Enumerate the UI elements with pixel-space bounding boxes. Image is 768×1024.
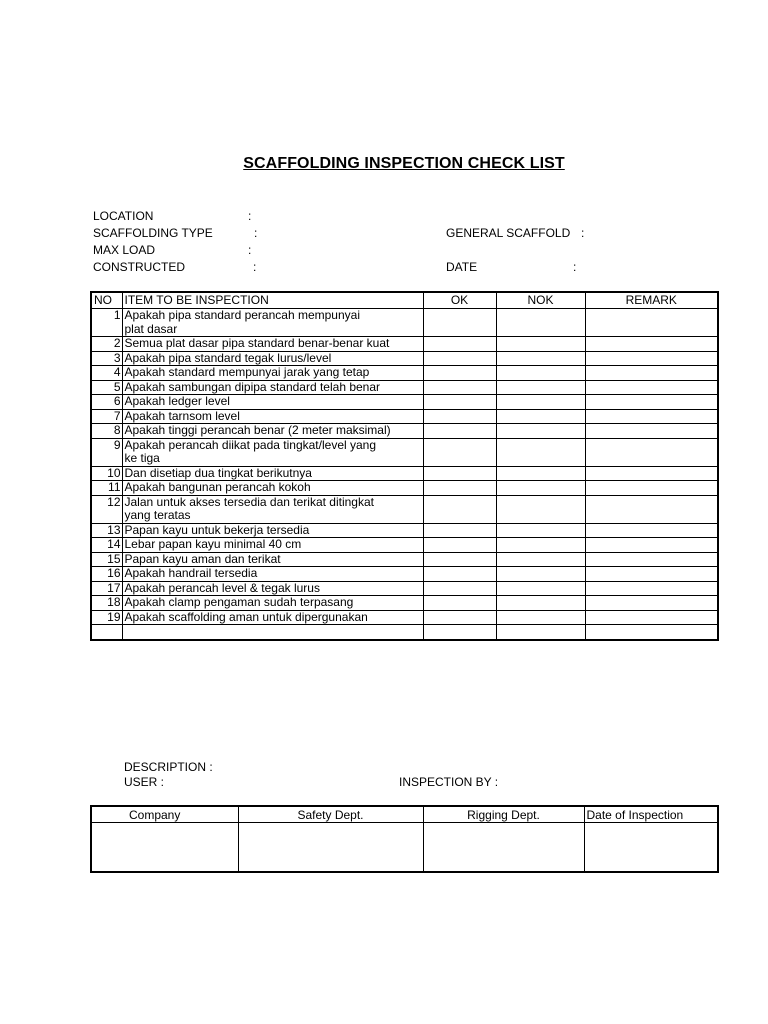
row-remark-cell[interactable] — [585, 625, 718, 640]
row-nok-cell[interactable] — [496, 466, 585, 481]
checklist-row — [91, 596, 718, 611]
checklist-row — [91, 481, 718, 496]
row-number: 3 — [91, 351, 122, 366]
checklist-row — [91, 509, 718, 523]
row-remark-cell[interactable] — [585, 337, 718, 352]
row-ok-cell[interactable] — [423, 309, 496, 323]
row-remark-cell[interactable] — [585, 481, 718, 496]
row-item: Papan kayu untuk bekerja tersedia — [122, 523, 423, 538]
inspection-checklist-table — [90, 291, 719, 641]
row-remark-cell[interactable] — [585, 452, 718, 466]
constructed-colon: : — [253, 260, 257, 274]
row-nok-cell[interactable] — [496, 366, 585, 381]
checklist-row — [91, 466, 718, 481]
row-ok-cell[interactable] — [423, 509, 496, 523]
row-remark-cell[interactable] — [585, 567, 718, 582]
row-ok-cell[interactable] — [423, 610, 496, 625]
row-number: 2 — [91, 337, 122, 352]
row-number: 18 — [91, 596, 122, 611]
row-number — [91, 625, 122, 640]
row-ok-cell[interactable] — [423, 366, 496, 381]
row-item: Apakah pipa standard tegak lurus/level — [122, 351, 423, 366]
checklist-row — [91, 523, 718, 538]
checklist-row — [91, 395, 718, 410]
row-number: 11 — [91, 481, 122, 496]
signoff-date-cell[interactable] — [584, 823, 718, 873]
row-ok-cell[interactable] — [423, 538, 496, 553]
row-number: 9 — [91, 438, 122, 452]
row-ok-cell[interactable] — [423, 567, 496, 582]
row-number — [91, 509, 122, 523]
location-label: LOCATION — [93, 209, 154, 223]
row-remark-cell[interactable] — [585, 495, 718, 509]
row-item: Apakah standard mempunyai jarak yang tetap — [122, 366, 423, 381]
row-nok-cell[interactable] — [496, 567, 585, 582]
row-remark-cell[interactable] — [585, 395, 718, 410]
row-number: 4 — [91, 366, 122, 381]
row-nok-cell[interactable] — [496, 581, 585, 596]
row-ok-cell[interactable] — [423, 424, 496, 439]
row-item: Apakah ledger level — [122, 395, 423, 410]
max-load-colon: : — [248, 243, 252, 257]
row-number: 19 — [91, 610, 122, 625]
checklist-row — [91, 424, 718, 439]
row-remark-cell[interactable] — [585, 409, 718, 424]
row-item: Apakah tarnsom level — [122, 409, 423, 424]
row-item: Lebar papan kayu minimal 40 cm — [122, 538, 423, 553]
row-nok-cell[interactable] — [496, 596, 585, 611]
row-ok-cell[interactable] — [423, 323, 496, 337]
row-remark-cell[interactable] — [585, 523, 718, 538]
row-nok-cell[interactable] — [496, 438, 585, 452]
row-ok-cell[interactable] — [423, 438, 496, 452]
header-remark: REMARK — [585, 292, 718, 309]
row-number: 17 — [91, 581, 122, 596]
row-remark-cell[interactable] — [585, 366, 718, 381]
row-nok-cell[interactable] — [496, 351, 585, 366]
checklist-row — [91, 323, 718, 337]
row-item: Apakah pipa standard perancah mempunyai — [122, 309, 423, 323]
checklist-row — [91, 351, 718, 366]
checklist-header-row — [91, 292, 718, 309]
row-item: ke tiga — [122, 452, 423, 466]
row-ok-cell[interactable] — [423, 481, 496, 496]
signoff-rigging-dept-cell[interactable] — [423, 823, 584, 873]
row-item: Apakah sambungan dipipa standard telah benar — [122, 380, 423, 395]
document-title: SCAFFOLDING INSPECTION CHECK LIST — [243, 155, 565, 172]
row-nok-cell[interactable] — [496, 395, 585, 410]
scaffolding-type-colon: : — [254, 226, 258, 240]
checklist-row — [91, 581, 718, 596]
row-remark-cell[interactable] — [585, 509, 718, 523]
inspection-by-label: INSPECTION BY : — [399, 775, 499, 789]
row-number: 14 — [91, 538, 122, 553]
row-number: 10 — [91, 466, 122, 481]
general-scaffold-label: GENERAL SCAFFOLD — [446, 226, 571, 240]
row-nok-cell[interactable] — [496, 481, 585, 496]
row-nok-cell[interactable] — [496, 625, 585, 640]
row-item: Apakah perancah diikat pada tingkat/level yang — [122, 438, 423, 452]
checklist-row — [91, 337, 718, 352]
row-number: 13 — [91, 523, 122, 538]
row-number: 8 — [91, 424, 122, 439]
row-remark-cell[interactable] — [585, 380, 718, 395]
row-number: 6 — [91, 395, 122, 410]
row-item: Semua plat dasar pipa standard benar-benar kuat — [122, 337, 423, 352]
signoff-table — [90, 805, 719, 873]
header-ok: OK — [423, 292, 496, 309]
checklist-row — [91, 366, 718, 381]
row-number: 5 — [91, 380, 122, 395]
row-number — [91, 452, 122, 466]
row-nok-cell[interactable] — [496, 409, 585, 424]
row-item: Papan kayu aman dan terikat — [122, 552, 423, 567]
checklist-row — [91, 567, 718, 582]
signoff-header-date-of-inspection: Date of Inspection — [584, 806, 718, 823]
row-number: 15 — [91, 552, 122, 567]
row-ok-cell[interactable] — [423, 395, 496, 410]
checklist-row — [91, 538, 718, 553]
row-remark-cell[interactable] — [585, 323, 718, 337]
row-number: 1 — [91, 309, 122, 323]
max-load-label: MAX LOAD — [93, 243, 156, 257]
row-remark-cell[interactable] — [585, 309, 718, 323]
row-remark-cell[interactable] — [585, 424, 718, 439]
row-item: Apakah scaffolding aman untuk dipergunakan — [122, 610, 423, 625]
checklist-row — [91, 380, 718, 395]
row-item: Apakah perancah level & tegak lurus — [122, 581, 423, 596]
row-nok-cell[interactable] — [496, 424, 585, 439]
row-remark-cell[interactable] — [585, 351, 718, 366]
description-label: DESCRIPTION : — [124, 760, 213, 774]
row-item — [122, 625, 423, 640]
header-nok: NOK — [496, 292, 585, 309]
row-item: plat dasar — [122, 323, 423, 337]
signoff-header-safety-dept: Safety Dept. — [238, 806, 423, 823]
row-ok-cell[interactable] — [423, 523, 496, 538]
checklist-row — [91, 309, 718, 323]
checklist-row — [91, 610, 718, 625]
row-number: 16 — [91, 567, 122, 582]
checklist-row — [91, 409, 718, 424]
row-item: Apakah clamp pengaman sudah terpasang — [122, 596, 423, 611]
row-item: yang teratas — [122, 509, 423, 523]
row-nok-cell[interactable] — [496, 452, 585, 466]
row-nok-cell[interactable] — [496, 523, 585, 538]
row-ok-cell[interactable] — [423, 452, 496, 466]
checklist-row — [91, 552, 718, 567]
row-nok-cell[interactable] — [496, 337, 585, 352]
checklist-row — [91, 495, 718, 509]
row-number: 12 — [91, 495, 122, 509]
row-remark-cell[interactable] — [585, 538, 718, 553]
row-number: 7 — [91, 409, 122, 424]
row-nok-cell[interactable] — [496, 495, 585, 509]
row-remark-cell[interactable] — [585, 552, 718, 567]
signoff-header-row — [91, 806, 718, 823]
header-item: ITEM TO BE INSPECTION — [122, 292, 423, 309]
row-ok-cell[interactable] — [423, 552, 496, 567]
row-item: Dan disetiap dua tingkat berikutnya — [122, 466, 423, 481]
row-ok-cell[interactable] — [423, 351, 496, 366]
row-nok-cell[interactable] — [496, 610, 585, 625]
row-item: Apakah handrail tersedia — [122, 567, 423, 582]
row-ok-cell[interactable] — [423, 495, 496, 509]
row-nok-cell[interactable] — [496, 509, 585, 523]
row-nok-cell[interactable] — [496, 309, 585, 323]
row-ok-cell[interactable] — [423, 625, 496, 640]
signoff-signature-row — [91, 823, 718, 873]
general-scaffold-colon: : — [581, 226, 585, 240]
header-no: NO — [91, 292, 122, 309]
row-nok-cell[interactable] — [496, 552, 585, 567]
row-remark-cell[interactable] — [585, 466, 718, 481]
constructed-label: CONSTRUCTED — [93, 260, 185, 274]
row-ok-cell[interactable] — [423, 409, 496, 424]
checklist-row — [91, 625, 718, 640]
scaffolding-type-label: SCAFFOLDING TYPE — [93, 226, 213, 240]
row-item: Apakah tinggi perancah benar (2 meter maksimal) — [122, 424, 423, 439]
row-ok-cell[interactable] — [423, 581, 496, 596]
checklist-row — [91, 438, 718, 452]
row-remark-cell[interactable] — [585, 438, 718, 452]
user-label: USER : — [124, 775, 165, 789]
checklist-row — [91, 452, 718, 466]
row-number — [91, 323, 122, 337]
row-remark-cell[interactable] — [585, 596, 718, 611]
row-ok-cell[interactable] — [423, 337, 496, 352]
date-colon: : — [573, 260, 577, 274]
row-nok-cell[interactable] — [496, 323, 585, 337]
signoff-company-cell[interactable] — [91, 823, 238, 873]
row-nok-cell[interactable] — [496, 380, 585, 395]
location-colon: : — [248, 209, 252, 223]
row-nok-cell[interactable] — [496, 538, 585, 553]
row-ok-cell[interactable] — [423, 596, 496, 611]
date-label: DATE — [446, 260, 478, 274]
row-ok-cell[interactable] — [423, 380, 496, 395]
row-ok-cell[interactable] — [423, 466, 496, 481]
row-remark-cell[interactable] — [585, 610, 718, 625]
signoff-safety-dept-cell[interactable] — [238, 823, 423, 873]
row-item: Jalan untuk akses tersedia dan terikat ditingkat — [122, 495, 423, 509]
signoff-header-company: Company — [91, 806, 238, 823]
row-remark-cell[interactable] — [585, 581, 718, 596]
row-item: Apakah bangunan perancah kokoh — [122, 481, 423, 496]
signoff-header-rigging-dept: Rigging Dept. — [423, 806, 584, 823]
